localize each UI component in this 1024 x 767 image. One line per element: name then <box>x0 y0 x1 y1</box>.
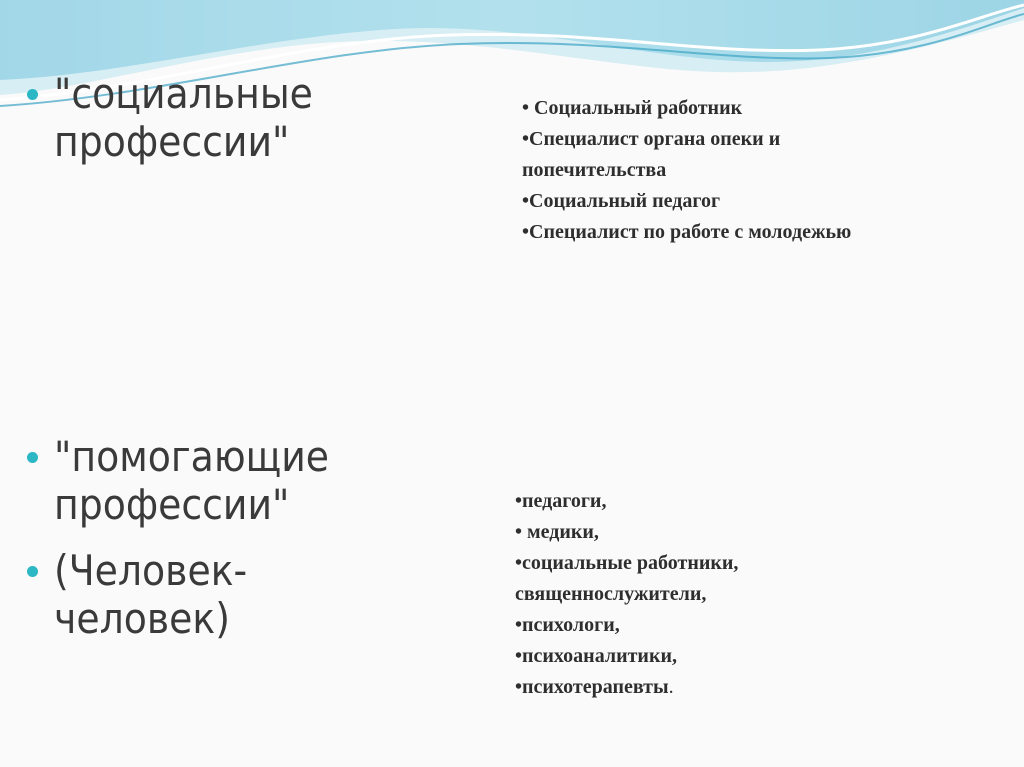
list-item-last <box>515 672 738 703</box>
social-professions-list <box>522 93 851 248</box>
list-item: • медики, <box>515 521 599 543</box>
list-item: священнослужители, <box>515 583 707 605</box>
list-item: •педагоги, <box>515 490 607 512</box>
list-item: •Специалист органа опеки и <box>522 128 781 150</box>
bullet-dot-icon <box>27 89 38 100</box>
list-item: •Специалист по работе с молодежью <box>522 221 852 243</box>
list-item: •психологи, <box>515 614 620 636</box>
list-item: • Социальный работник <box>522 97 743 119</box>
left-item-social-professions <box>27 70 313 166</box>
heading-social-professions: "социальные профессии" <box>54 69 313 166</box>
list-item-period: . <box>668 676 674 698</box>
list-item: •социальные работники, <box>515 552 739 574</box>
helping-professions-list <box>515 486 738 703</box>
heading-helping-professions: "помогающие профессии" <box>54 432 330 529</box>
list-item: попечительства <box>522 159 667 181</box>
left-item-helping-professions <box>27 433 329 529</box>
left-item-human-human <box>27 547 247 643</box>
list-item: •психоаналитики, <box>515 645 678 667</box>
list-item-text: •психотерапевты <box>515 676 669 698</box>
bullet-dot-icon <box>27 566 38 577</box>
bullet-dot-icon <box>27 452 38 463</box>
heading-human-human: (Человек- человек) <box>54 546 248 643</box>
list-item: •Социальный педагог <box>522 190 721 212</box>
